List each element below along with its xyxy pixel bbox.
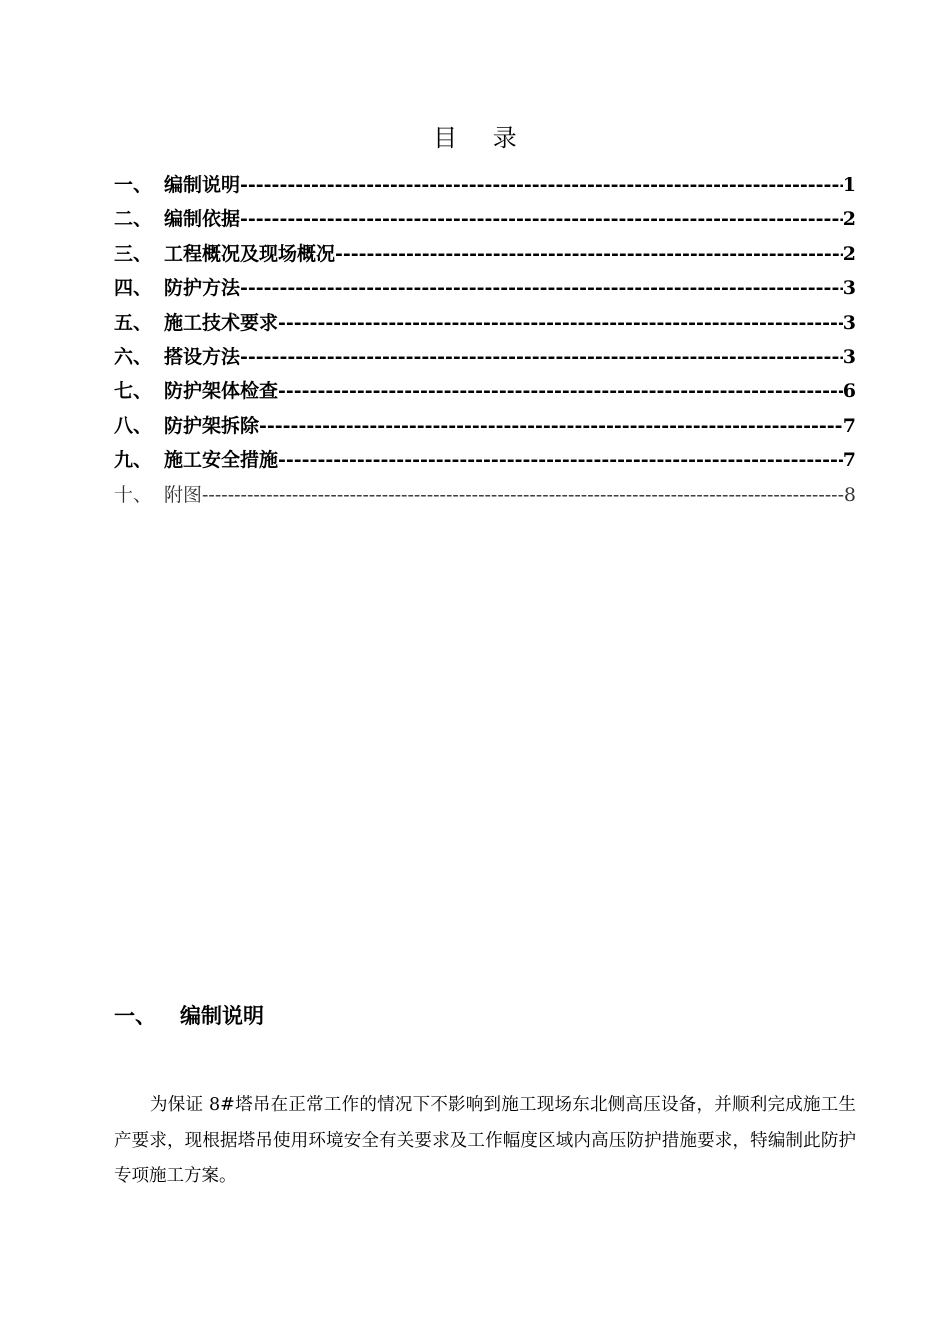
toc-entry[interactable] [114, 478, 856, 512]
toc-entry-number: 七、 [114, 380, 153, 403]
toc-dot-leader [240, 271, 843, 305]
body-paragraph: 为保证 8#塔吊在正常工作的情况下不影响到施工现场东北侧高压设备，并顺利完成施工生产要求，现根据塔吊使用环境安全有关要求及工作幅度区域内高压防护措施要求，特编制此防护专项施工方案。 [114, 1095, 856, 1186]
toc-title: 目 录 [433, 124, 531, 152]
toc-entry[interactable] [114, 409, 856, 443]
toc-dot-leader [259, 409, 843, 443]
toc-dot-leader [240, 340, 843, 374]
toc-entry-page: 7 [842, 414, 856, 437]
toc-entry-number: 六、 [114, 345, 153, 368]
toc-entry-page: 2 [842, 242, 856, 265]
toc-entry[interactable] [114, 237, 856, 271]
toc-entry-label: 编制说明 [164, 174, 241, 196]
toc-entry-number: 十、 [114, 483, 153, 506]
toc-entry-page: 3 [842, 311, 856, 334]
toc-entry-page: 1 [842, 174, 856, 196]
toc-entry-label: 编制依据 [164, 208, 241, 231]
toc-entry-label: 防护方法 [164, 277, 241, 300]
toc-entry[interactable] [114, 271, 856, 305]
toc-entry-label: 搭设方法 [164, 345, 241, 368]
toc-entry[interactable] [114, 374, 856, 408]
toc-entry-label: 施工技术要求 [164, 311, 279, 334]
toc-entry-label: 防护架拆除 [164, 414, 260, 437]
toc-entry-number: 四、 [114, 277, 153, 300]
toc-entry-number: 二、 [114, 208, 153, 231]
toc-dot-leader [278, 443, 843, 477]
toc-entry[interactable] [114, 168, 856, 202]
toc-entry[interactable] [114, 202, 856, 236]
toc-entry-number: 三、 [114, 242, 153, 265]
toc-dot-leader [335, 237, 843, 271]
toc-entry[interactable] [114, 340, 856, 374]
table-of-contents [114, 168, 856, 512]
toc-entry-number: 八、 [114, 414, 153, 437]
toc-dot-leader [278, 306, 843, 340]
toc-entry-page: 7 [842, 449, 856, 472]
toc-dot-leader [240, 202, 843, 236]
toc-entry[interactable] [114, 306, 856, 340]
toc-entry-label: 防护架体检查 [164, 380, 279, 403]
toc-entry-label: 附图 [164, 483, 203, 506]
toc-entry-label: 施工安全措施 [164, 449, 279, 472]
toc-entry-page: 2 [842, 208, 856, 231]
toc-entry-number: 五、 [114, 311, 153, 334]
toc-entry-label: 工程概况及现场概况 [164, 242, 336, 265]
toc-dot-leader [202, 478, 844, 512]
toc-entry-number: 一、 [114, 174, 153, 196]
toc-entry-page: 3 [842, 345, 856, 368]
toc-entry-number: 九、 [114, 449, 153, 472]
toc-entry[interactable] [114, 443, 856, 477]
toc-dot-leader [240, 168, 843, 202]
toc-entry-page: 6 [842, 380, 856, 403]
section-number: 一、 [114, 1003, 156, 1028]
section-heading [114, 1000, 264, 1030]
toc-dot-leader [278, 374, 843, 408]
toc-entry-page: 8 [843, 483, 856, 506]
toc-entry-page: 3 [842, 277, 856, 300]
section-title: 编制说明 [180, 1003, 264, 1028]
